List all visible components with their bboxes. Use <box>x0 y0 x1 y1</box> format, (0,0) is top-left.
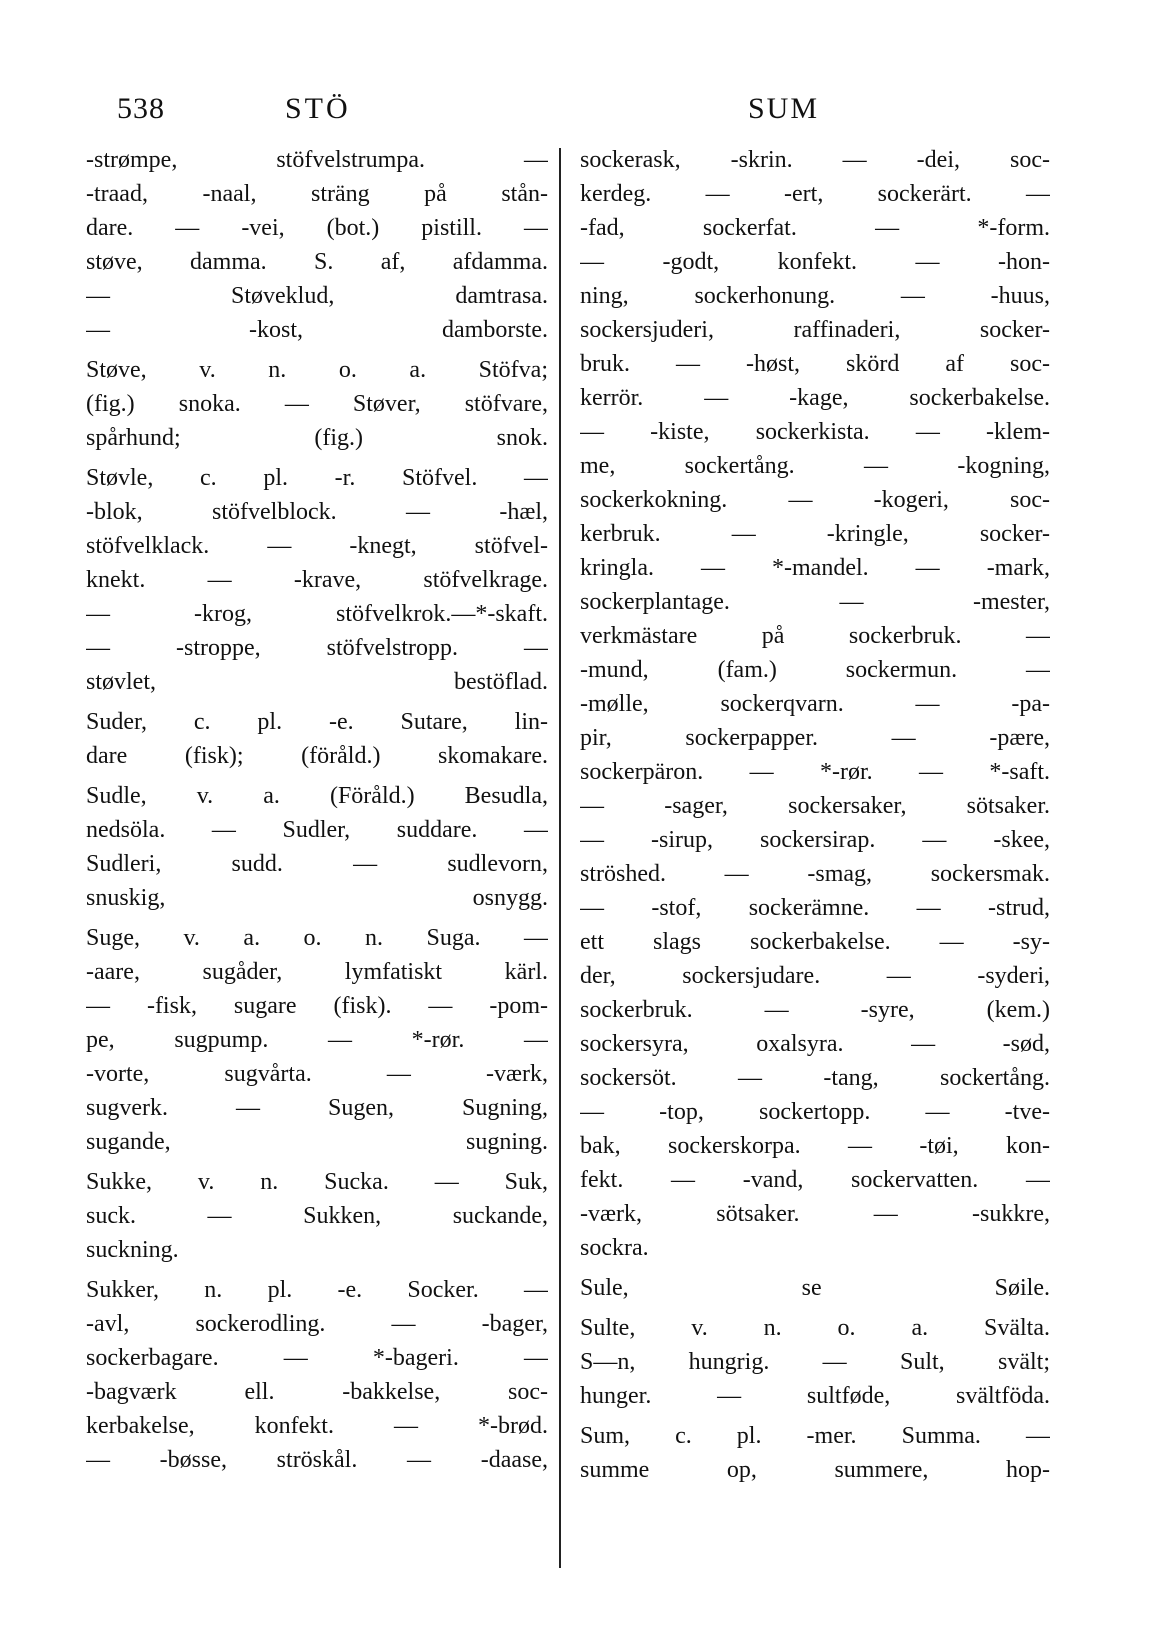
entry-line: Suge, v. a. o. n. Suga. — <box>86 925 548 951</box>
entry-line: me, sockertång. — -kogning, <box>580 453 1050 479</box>
entry-line: sockerkokning. — -kogeri, soc- <box>580 487 1050 513</box>
entry-line: (fig.) snoka. — Støver, stöfvare, <box>86 391 548 417</box>
entry-line: -aare, sugåder, lymfatiskt kärl. <box>86 959 548 985</box>
entry-line: -traad, -naal, sträng på stån- <box>86 181 548 207</box>
entry-line: -mølle, sockerqvarn. — -pa- <box>580 691 1050 717</box>
entry-line: suck. — Sukken, suckande, <box>86 1203 548 1229</box>
entry-line: pir, sockerpapper. — -pære, <box>580 725 1050 751</box>
entry-line: Sukke, v. n. Sucka. — Suk, <box>86 1169 548 1195</box>
entry-line: støve, damma. S. af, afdamma. <box>86 249 548 275</box>
entry-line: -bagværk ell. -bakkelse, soc- <box>86 1379 548 1405</box>
entry-line: — -godt, konfekt. — -hon- <box>580 249 1050 275</box>
entry-line: -avl, sockerodling. — -bager, <box>86 1311 548 1337</box>
entry-line: sockersyra, oxalsyra. — -sød, <box>580 1031 1050 1057</box>
entry-line: -vorte, sugvårta. — -værk, <box>86 1061 548 1087</box>
entry-line: — -fisk, sugare (fisk). — -pom- <box>86 993 548 1019</box>
left-column <box>86 143 548 1477</box>
entry-line: spårhund; (fig.) snok. <box>86 425 548 451</box>
entry-line: ströshed. — -smag, sockersmak. <box>580 861 1050 887</box>
entry-line: sockerplantage. — -mester, <box>580 589 1050 615</box>
entry-line: kerbakelse, konfekt. — *-brød. <box>86 1413 548 1439</box>
page-number: 538 <box>117 92 165 125</box>
entry-line: knekt. — -krave, stöfvelkrage. <box>86 567 548 593</box>
entry-line: sugande, sugning. <box>86 1129 548 1155</box>
entry-line: kerbruk. — -kringle, socker- <box>580 521 1050 547</box>
entry-line: -strømpe, stöfvelstrumpa. — <box>86 147 548 173</box>
entry-line: Sum, c. pl. -mer. Summa. — <box>580 1423 1050 1449</box>
entry-line: Suder, c. pl. -e. Sutare, lin- <box>86 709 548 735</box>
left-guide-word: STÖ <box>285 92 351 125</box>
entry-line: kringla. — *-mandel. — -mark, <box>580 555 1050 581</box>
entry-line: bak, sockerskorpa. — -tøi, kon- <box>580 1133 1050 1159</box>
entry-line: kerrör. — -kage, sockerbakelse. <box>580 385 1050 411</box>
column-divider <box>559 148 561 1568</box>
entry-line: sockersjuderi, raffinaderi, socker- <box>580 317 1050 343</box>
entry-line: der, sockersjudare. — -syderi, <box>580 963 1050 989</box>
entry-line: — -sager, sockersaker, sötsaker. <box>580 793 1050 819</box>
entry-line: sockerask, -skrin. — -dei, soc- <box>580 147 1050 173</box>
entry-line: kerdeg. — -ert, sockerärt. — <box>580 181 1050 207</box>
entry-line: dare. — -vei, (bot.) pistill. — <box>86 215 548 241</box>
entry-line: støvlet, bestöflad. <box>86 669 548 695</box>
entry-line: fekt. — -vand, sockervatten. — <box>580 1167 1050 1193</box>
entry-line: suckning. <box>86 1237 179 1263</box>
entry-line: — -kiste, sockerkista. — -klem- <box>580 419 1050 445</box>
right-guide-word: SUM <box>748 92 820 125</box>
entry-line: Sudleri, sudd. — sudlevorn, <box>86 851 548 877</box>
entry-line: Sudle, v. a. (Föråld.) Besudla, <box>86 783 548 809</box>
entry-line: — Støveklud, damtrasa. <box>86 283 548 309</box>
entry-line: -fad, sockerfat. — *-form. <box>580 215 1050 241</box>
entry-line: Støvle, c. pl. -r. Stöfvel. — <box>86 465 548 491</box>
entry-line: summe op, summere, hop- <box>580 1457 1050 1483</box>
entry-line: -mund, (fam.) sockermun. — <box>580 657 1050 683</box>
entry-line: — -top, sockertopp. — -tve- <box>580 1099 1050 1125</box>
entry-line: -værk, sötsaker. — -sukkre, <box>580 1201 1050 1227</box>
entry-line: — -kost, damborste. <box>86 317 548 343</box>
entry-line: nedsöla. — Sudler, suddare. — <box>86 817 548 843</box>
entry-line: — -bøsse, ströskål. — -daase, <box>86 1447 548 1473</box>
entry-line: Sule, se Søile. <box>580 1275 1050 1301</box>
entry-line: sockra. <box>580 1235 649 1261</box>
entry-line: pe, sugpump. — *-rør. — <box>86 1027 548 1053</box>
entry-line: -blok, stöfvelblock. — -hæl, <box>86 499 548 525</box>
entry-line: bruk. — -høst, skörd af soc- <box>580 351 1050 377</box>
entry-line: sockerpäron. — *-rør. — *-saft. <box>580 759 1050 785</box>
entry-line: stöfvelklack. — -knegt, stöfvel- <box>86 533 548 559</box>
entry-line: hunger. — sultføde, svältföda. <box>580 1383 1050 1409</box>
entry-line: — -stof, sockerämne. — -strud, <box>580 895 1050 921</box>
entry-line: — -krog, stöfvelkrok.—*-skaft. <box>86 601 548 627</box>
entry-line: snuskig, osnygg. <box>86 885 548 911</box>
entry-line: Sukker, n. pl. -e. Socker. — <box>86 1277 548 1303</box>
entry-line: sugverk. — Sugen, Sugning, <box>86 1095 548 1121</box>
right-column <box>580 143 1050 1487</box>
entry-line: ett slags sockerbakelse. — -sy- <box>580 929 1050 955</box>
entry-line: verkmästare på sockerbruk. — <box>580 623 1050 649</box>
entry-line: Sulte, v. n. o. a. Svälta. <box>580 1315 1050 1341</box>
entry-line: sockerbagare. — *-bageri. — <box>86 1345 548 1371</box>
entry-line: — -sirup, sockersirap. — -skee, <box>580 827 1050 853</box>
entry-line: sockersöt. — -tang, sockertång. <box>580 1065 1050 1091</box>
entry-line: — -stroppe, stöfvelstropp. — <box>86 635 548 661</box>
entry-line: dare (fisk); (föråld.) skomakare. <box>86 743 548 769</box>
entry-line: Støve, v. n. o. a. Stöfva; <box>86 357 548 383</box>
entry-line: S—n, hungrig. — Sult, svält; <box>580 1349 1050 1375</box>
entry-line: ning, sockerhonung. — -huus, <box>580 283 1050 309</box>
entry-line: sockerbruk. — -syre, (kem.) <box>580 997 1050 1023</box>
